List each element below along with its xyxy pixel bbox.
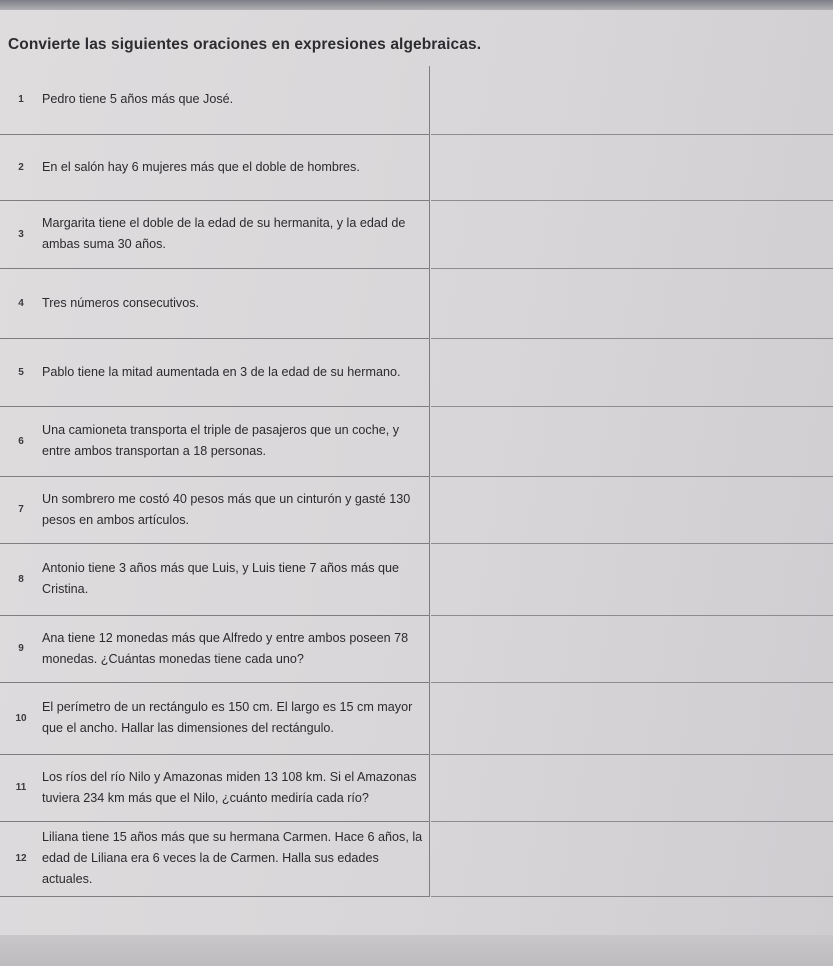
exercise-text: Tres números consecutivos. xyxy=(42,268,430,338)
exercise-row xyxy=(0,821,430,896)
exercise-row xyxy=(0,338,430,406)
exercise-text: El perímetro de un rectángulo es 150 cm. El largo es 15 cm mayor que el ancho. Hallar las dimensiones del rectángulo. xyxy=(42,682,430,754)
exercise-row xyxy=(0,134,430,200)
exercise-text: Margarita tiene el doble de la edad de su hermanita, y la edad de ambas suma 30 años. xyxy=(42,200,430,268)
exercise-number: 4 xyxy=(0,268,42,338)
answer-line xyxy=(431,268,833,269)
exercise-text: Pablo tiene la mitad aumentada en 3 de la edad de su hermano. xyxy=(42,338,430,406)
answer-line xyxy=(431,896,833,897)
exercise-row xyxy=(0,754,430,821)
exercise-number: 10 xyxy=(0,682,42,754)
exercise-text: Ana tiene 12 monedas más que Alfredo y entre ambos poseen 78 monedas. ¿Cuántas monedas tiene cada uno? xyxy=(42,615,430,682)
exercise-text: Antonio tiene 3 años más que Luis, y Luis tiene 7 años más que Cristina. xyxy=(42,543,430,615)
exercise-table xyxy=(0,66,430,897)
exercise-number: 8 xyxy=(0,543,42,615)
exercise-row xyxy=(0,543,430,615)
exercise-number: 11 xyxy=(0,754,42,821)
exercise-number: 1 xyxy=(0,66,42,134)
exercise-row xyxy=(0,615,430,682)
exercise-number: 2 xyxy=(0,134,42,200)
exercise-text: Una camioneta transporta el triple de pasajeros que un coche, y entre ambos transportan a 18 personas. xyxy=(42,406,430,476)
answer-line xyxy=(431,338,833,339)
exercise-row xyxy=(0,66,430,134)
answer-line xyxy=(431,682,833,683)
bottom-edge xyxy=(0,935,833,966)
exercise-row xyxy=(0,268,430,338)
answer-line xyxy=(431,200,833,201)
answer-line xyxy=(431,543,833,544)
exercise-text: Un sombrero me costó 40 pesos más que un cinturón y gasté 130 pesos en ambos artículos. xyxy=(42,476,430,543)
exercise-number: 6 xyxy=(0,406,42,476)
answer-line xyxy=(431,134,833,135)
answer-line xyxy=(431,754,833,755)
page-title: Convierte las siguientes oraciones en expresiones algebraicas. xyxy=(8,36,482,53)
answer-line xyxy=(431,821,833,822)
answer-line xyxy=(431,406,833,407)
exercise-number: 7 xyxy=(0,476,42,543)
answer-line xyxy=(431,476,833,477)
exercise-row xyxy=(0,200,430,268)
exercise-number: 3 xyxy=(0,200,42,268)
exercise-text: En el salón hay 6 mujeres más que el doble de hombres. xyxy=(42,134,430,200)
exercise-number: 5 xyxy=(0,338,42,406)
exercise-number: 9 xyxy=(0,615,42,682)
answer-area xyxy=(431,66,833,906)
exercise-row xyxy=(0,682,430,754)
exercise-text: Pedro tiene 5 años más que José. xyxy=(42,66,430,134)
exercise-text: Los ríos del río Nilo y Amazonas miden 13 108 km. Si el Amazonas tuviera 234 km más que el Nilo, ¿cuánto mediría cada río? xyxy=(42,754,430,821)
answer-line xyxy=(431,615,833,616)
exercise-text: Liliana tiene 15 años más que su hermana Carmen. Hace 6 años, la edad de Liliana era 6 veces la de Carmen. Halla sus edades actuales. xyxy=(42,821,430,896)
exercise-rows xyxy=(0,66,430,896)
exercise-number: 12 xyxy=(0,821,42,896)
exercise-row xyxy=(0,476,430,543)
exercise-row xyxy=(0,406,430,476)
